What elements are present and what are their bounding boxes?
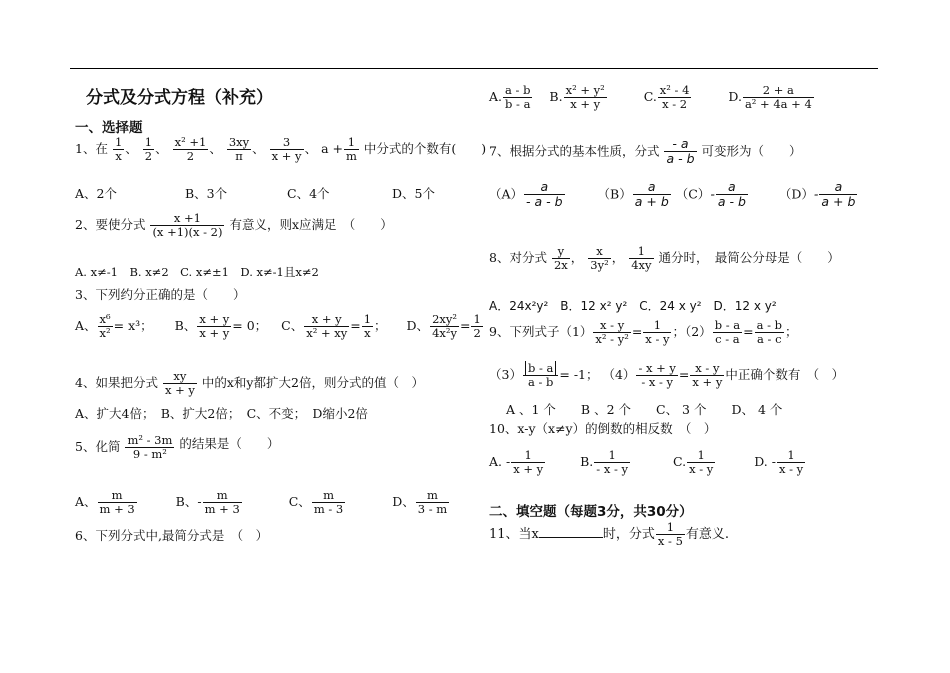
question-9-cont: （3） $\frac{b - a}{a - b}$ = -1； （4） $\frac{- x + y}{- x - y}$ = $\frac{x - y}{x + y}$ 中正确个数有 （ ）: [489, 361, 845, 390]
fraction: $\frac{x + y}{\text{x² + xy}}$: [306, 312, 348, 341]
fraction: $\frac{1}{x - 5}$: [657, 520, 683, 549]
question-9: 9、下列式子（1） $\frac{x - y}{\text{x² - y²}}$ = $\frac{1}{x - y}$ ；（2） $\frac{b - a}{c - a}$ = $\frac{a - b}{a - c}$ ；: [489, 318, 798, 347]
question-6: 6、下列分式中,最简分式是 （ ）: [75, 528, 269, 543]
fraction: $\frac{2 + a}{\text{a² + 4a + 4}}$: [744, 83, 812, 112]
fraction: $\frac{y}{2x}$: [553, 244, 568, 273]
section-fill-heading: 二、填空题（每题3分，共30分）: [489, 504, 693, 520]
fraction: $\frac{1}{x}$: [114, 135, 123, 164]
q1-option-b: B、3个: [185, 186, 228, 201]
q6-options: A. $\frac{a - b}{b - a}$ B. $\frac{\text{x² + y²}}{x + y}$ C. $\frac{\text{x² - 4}}{x - 2}$ D. $\frac{2 + a}{\text{a² + 4a + 4}}$: [489, 83, 812, 112]
fraction: $\frac{x}{\text{3y²}}$: [590, 244, 609, 273]
question-5: 5、化简 $\frac{\text{m² - 3m}}{\text{9 - m²}}$ 的结果是（ ）: [75, 433, 280, 462]
answer-blank[interactable]: [539, 525, 603, 538]
fraction: $\frac{1}{2}$: [144, 135, 153, 164]
fraction: $\frac{\text{x² + y²}}{x + y}$: [565, 83, 605, 112]
fraction: $\frac{1}{x}$: [363, 312, 372, 341]
fraction: $\frac{a}{a + b}$: [821, 179, 856, 210]
question-8: 8、对分式 $\frac{y}{2x}$ ， $\frac{x}{\text{3y²}}$ ， $\frac{1}{4xy}$ 通分时， 最简公分母是（ ）: [489, 244, 840, 273]
fraction: $\frac{\text{x² - 4}}{x - 2}$: [659, 83, 690, 112]
q8-options: A．24x²y² B．12 x² y² C．24 x y² D．12 x y²: [489, 299, 777, 313]
fraction: $\frac{x - y}{x + y}$: [692, 361, 723, 390]
fraction: $\frac{m}{m + 3}$: [99, 488, 135, 517]
fraction: $\frac{\text{x⁶}}{\text{x²}}$: [99, 312, 111, 341]
fraction: $\frac{a}{a + b}$: [634, 179, 669, 210]
section-choice-heading: 一、选择题: [75, 120, 143, 136]
fraction: $\frac{1}{m}$: [345, 135, 357, 164]
fraction: $\frac{1}{2}$: [473, 312, 481, 341]
question-3: 3、下列约分正确的是（ ）: [75, 287, 246, 302]
fraction: $\frac{a - b}{a - c}$: [756, 318, 783, 347]
fraction: $\frac{m}{m - 3}$: [313, 488, 344, 517]
fraction: $\frac{1}{x - y}$: [645, 318, 670, 347]
q10-options: A. - $\frac{1}{x + y}$ B. $\frac{1}{- x - y}$ C. $\frac{1}{x - y}$ D. - $\frac{1}{x - y}$: [489, 448, 804, 477]
fraction: $\frac{a}{a - b}$: [717, 179, 746, 210]
fraction: $\frac{b - a}{c - a}$: [714, 318, 741, 347]
fraction: $\frac{\text{2xy²}}{\text{4x²y}}$: [432, 312, 457, 341]
fraction: $\frac{\text{x² +1}}{2}$: [174, 135, 207, 164]
fraction: $\frac{m}{m + 3}$: [204, 488, 240, 517]
fraction: $\frac{1}{4xy}$: [631, 244, 652, 273]
fraction: $\frac{1}{x + y}$: [513, 448, 544, 477]
q2-options: A. x≠-1 B. x≠2 C. x≠±1 D. x≠-1且x≠2: [75, 265, 319, 279]
q1-option-c: C、4个: [287, 186, 330, 201]
question-7: 7、根据分式的基本性质，分式 $\frac{- a}{a - b}$ 可变形为（ ）: [489, 136, 802, 167]
fraction: $\frac{a - b}{b - a}$: [505, 83, 531, 112]
q5-options: A、 $\frac{m}{m + 3}$ B、- $\frac{m}{m + 3}$ C、 $\frac{m}{m - 3}$ D、 $\frac{m}{3 - m}$: [75, 488, 448, 517]
question-1: 1、在 $\frac{1}{x}$ 、 $\frac{1}{2}$ 、 $\frac{\text{x² +1}}{2}$ 、 $\frac{3xy}{\pi}$ 、 $\frac{3}{x + y}$ 、 a + $\frac{1}{m}$ 中分式的个数有( ): [75, 135, 487, 164]
fraction: $\frac{m}{3 - m}$: [417, 488, 448, 517]
question-11: 11、当x 时，分式 $\frac{1}{x - 5}$ 有意义.: [489, 520, 730, 549]
fraction: $\frac{1}{- x - y}$: [596, 448, 629, 477]
question-2: 2、要使分式 $\frac{x +1}{(x +1)(x - 2)}$ 有意义，则x应满足 （ ）: [75, 211, 393, 240]
question-4: 4、如果把分式 $\frac{xy}{x + y}$ 中的x和y都扩大2倍，则分式的值（ ）: [75, 369, 424, 398]
fraction: $\frac{x + y}{x + y}$: [199, 312, 230, 341]
fraction: $\frac{a}{- a - b}$: [526, 179, 563, 210]
fraction: $\frac{3}{x + y}$: [271, 135, 302, 164]
fraction: $\frac{x - y}{\text{x² - y²}}$: [595, 318, 629, 347]
fraction: $\frac{b - a}{a - b}$: [523, 362, 558, 389]
q7-options: （A） $\frac{a}{- a - b}$ （B） $\frac{a}{a + b}$ （C）- $\frac{a}{a - b}$ （D）- $\frac{a}{a + b}$: [489, 179, 856, 210]
fraction: $\frac{3xy}{\pi}$: [228, 135, 250, 164]
fraction: $\frac{- a}{a - b}$: [666, 136, 695, 167]
fraction: $\frac{- x + y}{- x - y}$: [638, 361, 676, 390]
page-title: 分式及分式方程（补充）: [86, 88, 273, 108]
q3-options: A、 $\frac{\text{x⁶}}{\text{x²}}$ = x³； B、 $\frac{x + y}{x + y}$ = 0； C、 $\frac{x + y}{\text{x² + xy}}$ = $\frac{1}{x}$ ； D、 $\frac{\text{2xy²}}{\text{4x²y}}$ = $\frac{1}{2}$: [75, 312, 481, 341]
q1-option-a: A、2个: [75, 186, 117, 201]
fraction: $\frac{\text{m² - 3m}}{\text{9 - m²}}$: [127, 433, 173, 462]
fraction: $\frac{xy}{x + y}$: [164, 369, 195, 398]
q1-option-d: D、5个: [392, 186, 435, 201]
top-rule: [70, 68, 878, 69]
question-10: 10、x-y（x≠y）的倒数的相反数 （ ）: [489, 421, 717, 436]
fraction: $\frac{x +1}{(x +1)(x - 2)}$: [152, 211, 223, 240]
q9-options: A 、1 个 B 、2 个 C、 3 个 D、 4 个: [506, 402, 783, 417]
q4-options: A、扩大4倍； B、扩大2倍； C、不变； D缩小2倍: [75, 406, 368, 421]
fraction: $\frac{1}{x - y}$: [778, 448, 804, 477]
fraction: $\frac{1}{x - y}$: [689, 448, 714, 477]
